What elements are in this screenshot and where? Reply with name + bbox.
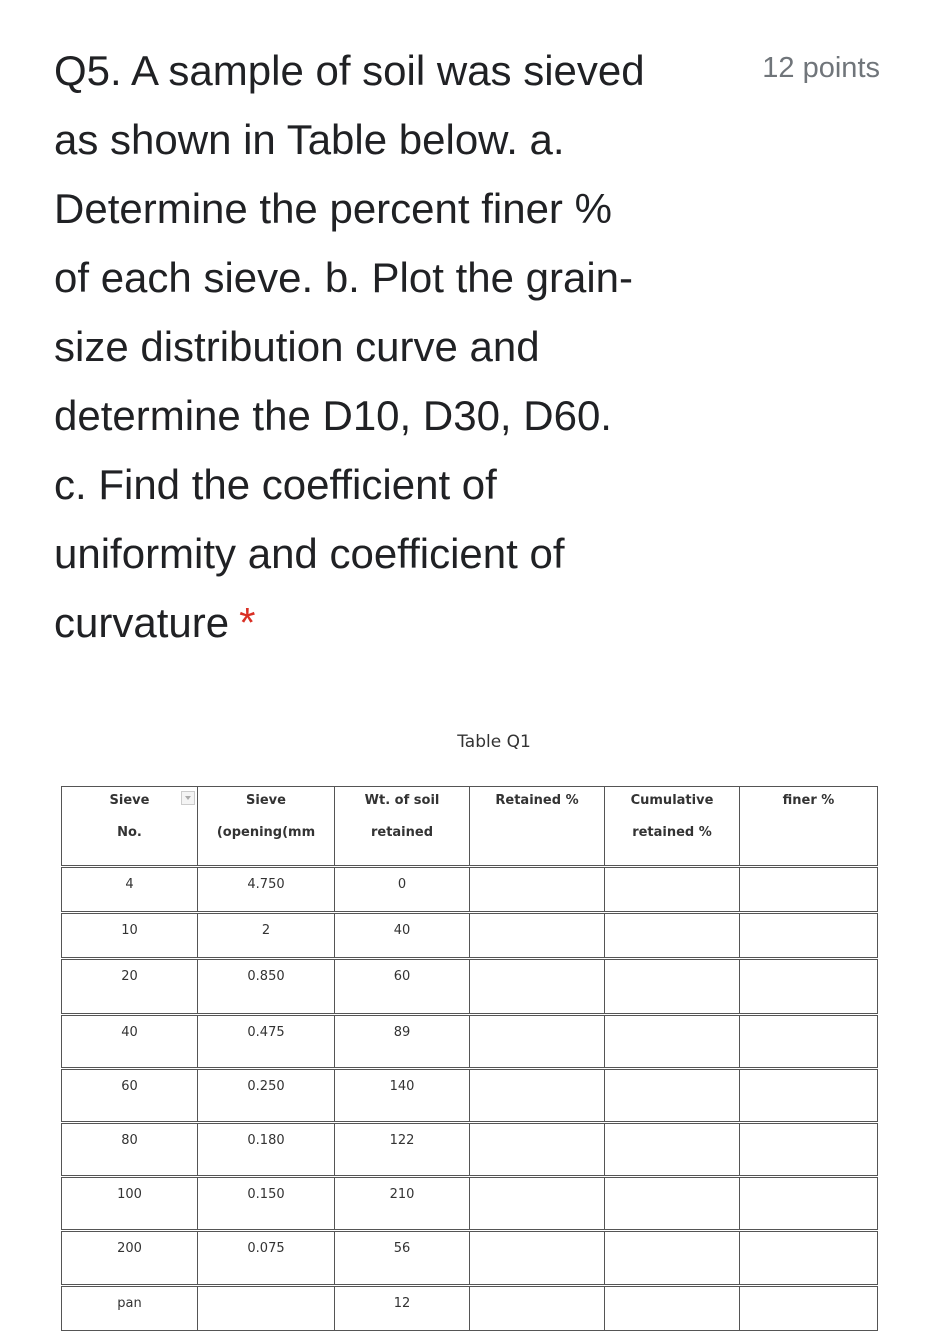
question-line: as shown in Table below. a.	[54, 116, 565, 163]
cell-finer	[740, 1231, 878, 1286]
cell-weight: 122	[335, 1123, 470, 1177]
cell-weight: 0	[335, 867, 470, 913]
required-asterisk: *	[239, 599, 256, 646]
cell-cumulative	[605, 1123, 740, 1177]
cell-finer	[740, 1286, 878, 1331]
question-line: curvature	[54, 599, 230, 646]
table-caption: Table Q1	[457, 732, 531, 752]
cell-cumulative	[605, 959, 740, 1015]
cell-finer	[740, 913, 878, 959]
cell-opening: 0.150	[198, 1177, 335, 1231]
question-line: c. Find the coefficient of	[54, 461, 497, 508]
cell-sieve-no: 40	[62, 1015, 198, 1069]
header-cumulative-retained: Cumulative retained %	[605, 787, 740, 867]
table-row	[62, 913, 878, 959]
cell-finer	[740, 1177, 878, 1231]
cell-finer	[740, 1123, 878, 1177]
cell-weight: 140	[335, 1069, 470, 1123]
cell-sieve-no: 10	[62, 913, 198, 959]
cell-finer	[740, 867, 878, 913]
question-line: Determine the percent finer %	[54, 185, 612, 232]
cell-opening: 0.180	[198, 1123, 335, 1177]
sieve-table	[61, 786, 878, 1331]
cell-retained-pct	[470, 1069, 605, 1123]
cell-weight: 89	[335, 1015, 470, 1069]
cell-sieve-no: 200	[62, 1231, 198, 1286]
table-row	[62, 959, 878, 1015]
question-line: size distribution curve and	[54, 323, 540, 370]
table-row	[62, 1177, 878, 1231]
cell-cumulative	[605, 867, 740, 913]
header-sieve-no: Sieve No.	[62, 787, 198, 867]
cell-retained-pct	[470, 867, 605, 913]
table-row	[62, 1231, 878, 1286]
table-row	[62, 1015, 878, 1069]
table-row	[62, 1286, 878, 1331]
cell-opening	[198, 1286, 335, 1331]
cell-finer	[740, 1069, 878, 1123]
cell-retained-pct	[470, 959, 605, 1015]
cell-finer	[740, 959, 878, 1015]
cell-cumulative	[605, 913, 740, 959]
table-row	[62, 1069, 878, 1123]
cell-retained-pct	[470, 1286, 605, 1331]
cell-opening: 4.750	[198, 867, 335, 913]
header-weight-retained: Wt. of soil retained	[335, 787, 470, 867]
cell-cumulative	[605, 1177, 740, 1231]
question-text	[54, 36, 714, 657]
cell-opening: 0.250	[198, 1069, 335, 1123]
cell-sieve-no: pan	[62, 1286, 198, 1331]
cell-sieve-no: 100	[62, 1177, 198, 1231]
cell-weight: 56	[335, 1231, 470, 1286]
points-label: 12 points	[762, 52, 880, 84]
cell-weight: 40	[335, 913, 470, 959]
sieve-table-container	[61, 786, 877, 1331]
cell-retained-pct	[470, 1177, 605, 1231]
cell-retained-pct	[470, 1123, 605, 1177]
cell-sieve-no: 4	[62, 867, 198, 913]
question-line: of each sieve. b. Plot the grain-	[54, 254, 633, 301]
cell-retained-pct	[470, 1231, 605, 1286]
header-retained-percent: Retained %	[470, 787, 605, 867]
cell-cumulative	[605, 1069, 740, 1123]
table-row	[62, 1123, 878, 1177]
cell-cumulative	[605, 1015, 740, 1069]
cell-sieve-no: 60	[62, 1069, 198, 1123]
header-sieve-opening: Sieve (opening(mm	[198, 787, 335, 867]
cell-sieve-no: 20	[62, 959, 198, 1015]
cell-cumulative	[605, 1286, 740, 1331]
cell-finer	[740, 1015, 878, 1069]
cell-retained-pct	[470, 1015, 605, 1069]
header-finer-percent: finer %	[740, 787, 878, 867]
cell-retained-pct	[470, 913, 605, 959]
cell-sieve-no: 80	[62, 1123, 198, 1177]
table-body	[62, 867, 878, 1331]
table-header-row	[62, 787, 878, 867]
filter-dropdown-icon[interactable]	[181, 791, 195, 805]
question-line: uniformity and coefficient of	[54, 530, 565, 577]
question-line: determine the D10, D30, D60.	[54, 392, 612, 439]
cell-opening: 0.475	[198, 1015, 335, 1069]
cell-opening: 0.850	[198, 959, 335, 1015]
cell-cumulative	[605, 1231, 740, 1286]
cell-opening: 0.075	[198, 1231, 335, 1286]
cell-opening: 2	[198, 913, 335, 959]
cell-weight: 60	[335, 959, 470, 1015]
cell-weight: 210	[335, 1177, 470, 1231]
cell-weight: 12	[335, 1286, 470, 1331]
question-line: Q5. A sample of soil was sieved	[54, 47, 645, 94]
table-row	[62, 867, 878, 913]
